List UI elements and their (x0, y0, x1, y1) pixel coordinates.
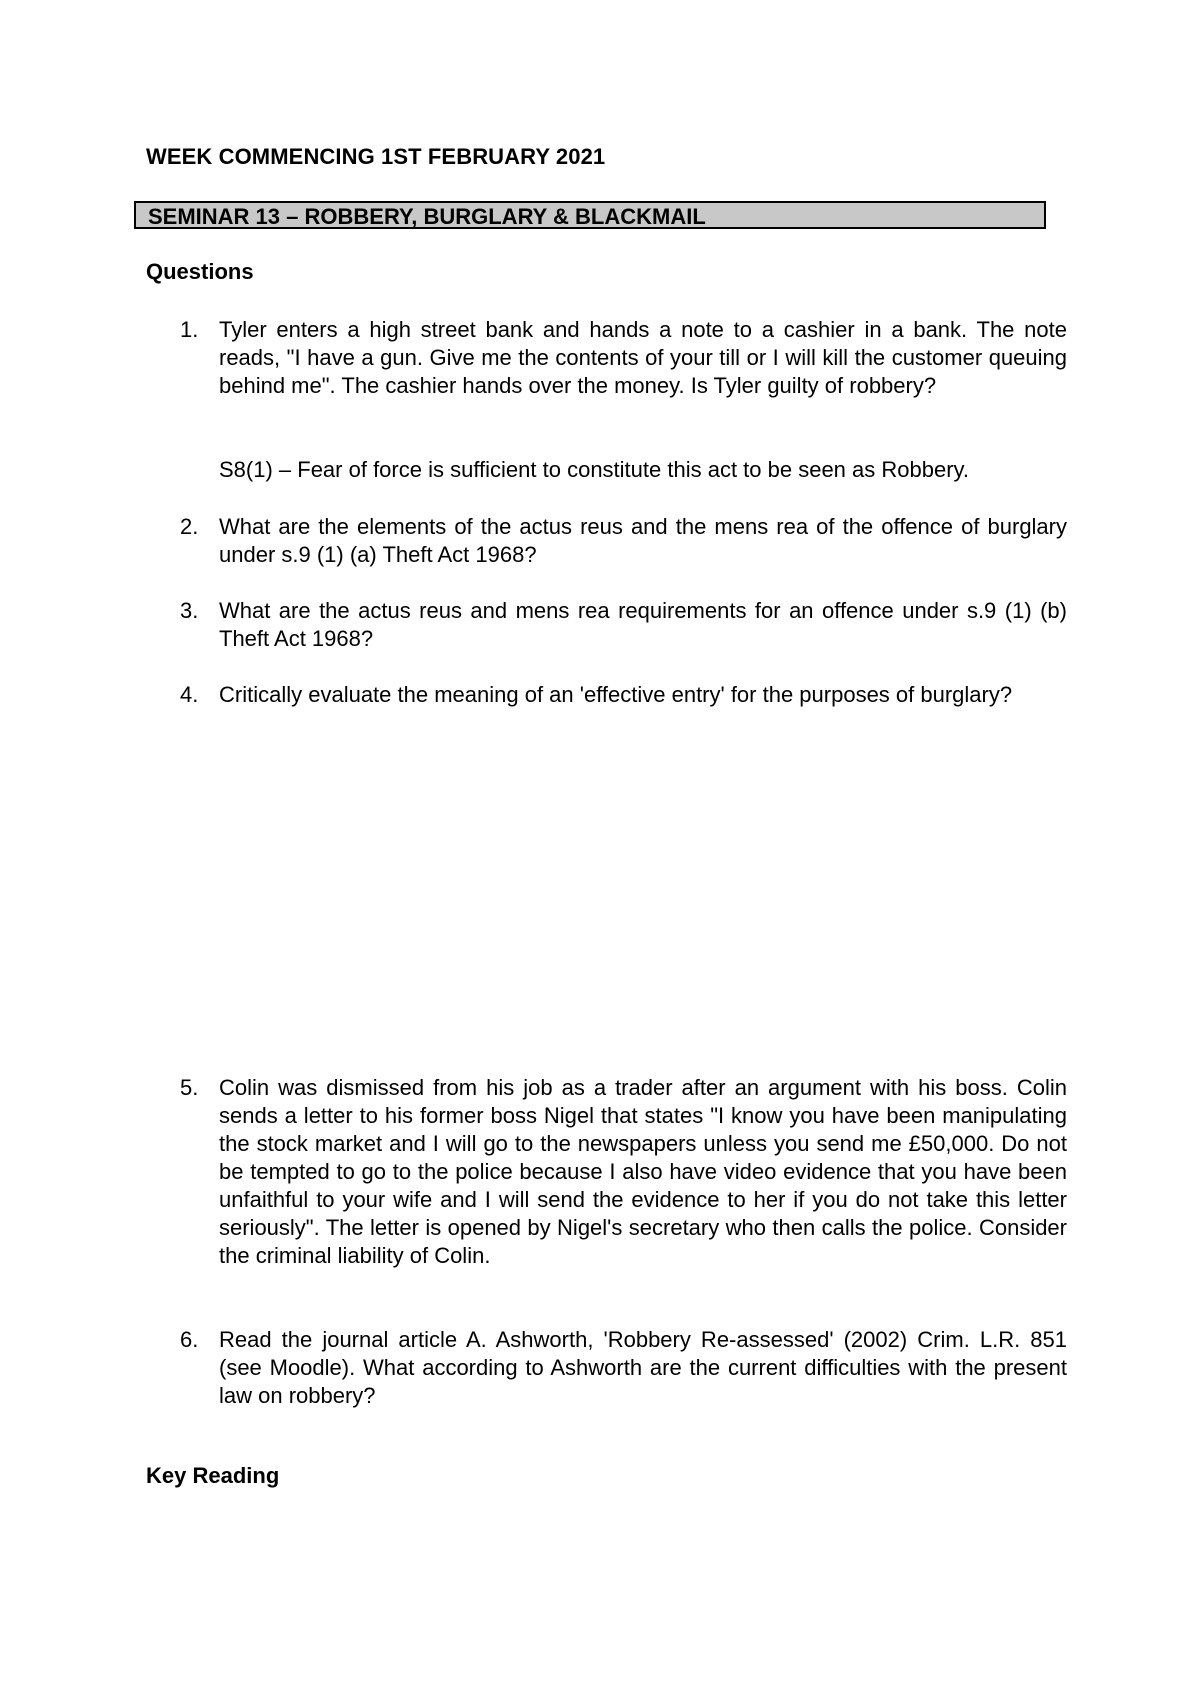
question-text: Colin was dismissed from his job as a trader after an argument with his boss. Colin sends a letter to his former boss Nigel that states "I know you have been manipulating the stock market and I will go to the newspapers unless you send me £50,000. Do not be tempted to go to the police because I also have video evidence that you have been unfaithful to your wife and I will send the evidence to her if you do not take this letter seriously". The letter is opened by Nigel's secretary who then calls the police. Consider the criminal liability of Colin. (219, 1075, 1067, 1268)
week-heading: WEEK COMMENCING 1ST FEBRUARY 2021 (146, 144, 606, 169)
question-number: 5. (180, 1075, 199, 1100)
seminar-title: SEMINAR 13 – ROBBERY, BURGLARY & BLACKMAIL (148, 204, 706, 229)
question-number: 1. (180, 317, 199, 342)
question-number: 3. (180, 598, 199, 623)
question-text: Tyler enters a high street bank and hands a note to a cashier in a bank. The note reads, "I have a gun. Give me the contents of your till or I will kill the customer queuing behind me". The cashier hands over the money. Is Tyler guilty of robbery? (219, 317, 1067, 398)
question-number: 6. (180, 1327, 199, 1352)
seminar-title-box (134, 201, 1046, 229)
question-text: What are the actus reus and mens rea requirements for an offence under s.9 (1) (b) Theft Act 1968? (219, 598, 1067, 651)
question-text: Critically evaluate the meaning of an 'effective entry' for the purposes of burglary? (219, 682, 1013, 707)
answer-text: S8(1) – Fear of force is sufficient to constitute this act to be seen as Robbery. (219, 457, 970, 482)
questions-title: Questions (146, 259, 254, 284)
question-text: What are the elements of the actus reus and the mens rea of the offence of burglary under s.9 (1) (a) Theft Act 1968? (219, 514, 1067, 567)
key-reading-title: Key Reading (146, 1463, 280, 1488)
question-number: 4. (180, 682, 199, 707)
question-number: 2. (180, 514, 199, 539)
question-text: Read the journal article A. Ashworth, 'Robbery Re-assessed' (2002) Crim. L.R. 851 (see Moodle). What according to Ashworth are the current difficulties with the present law on robbery? (219, 1327, 1067, 1408)
